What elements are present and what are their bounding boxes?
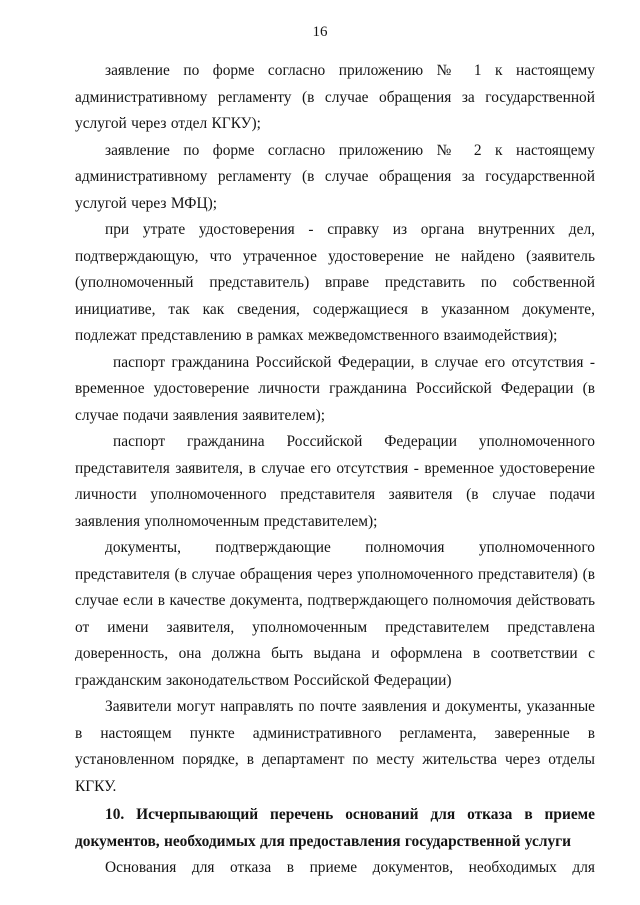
paragraph-authority-documents: документы, подтверждающие полномочия уполномоченного представителя (в случае обращения через уполномоченного представителя) (в случае если в качестве документа, подтверждающего полномочия действовать от имени заявителя, уполномоченным представителем представлена доверенность, она должна быть выдана и оформлена в соответствии с гражданским законодательством Российской Федерации) xyxy=(75,539,595,689)
paragraph-representative-passport: паспорт гражданина Российской Федерации уполномоченного представителя заявителя, в случае его отсутствия - временное удостоверение личности уполномоченного представителя заявителя (в случае подачи заявления уполномоченным представителем); xyxy=(75,433,595,530)
paragraph-application-form-1: заявление по форме согласно приложению № 1 к настоящему административному регламенту (в случае обращения за государственной услугой через отдел КГКУ); xyxy=(75,62,595,132)
paragraph-refusal-grounds: Основания для отказа в приеме документов, необходимых для xyxy=(105,859,595,876)
section-heading: 10. Исчерпывающий перечень оснований для отказа в приеме документов, необходимых для предоставления государственной услуги xyxy=(75,806,595,850)
paragraph-lost-certificate: при утрате удостоверения - справку из органа внутренних дел, подтверждающую, что утраченное удостоверение не найдено (заявитель (уполномоченный представитель) вправе представить по собственной инициативе, так как сведения, содержащиеся в указанном документе, подлежат представлению в рамках межведомственного взаимодействия); xyxy=(75,221,595,344)
paragraph-applicant-passport: паспорт гражданина Российской Федерации, в случае его отсутствия - временное удостоверение личности гражданина Российской Федерации (в случае подачи заявления заявителем); xyxy=(75,353,595,424)
paragraph-application-form-2: заявление по форме согласно приложению № 2 к настоящему административному регламенту (в случае обращения за государственной услугой через МФЦ); xyxy=(75,141,595,212)
page-number: 16 xyxy=(312,24,328,40)
paragraph-mail-submission: Заявители могут направлять по почте заявления и документы, указанные в настоящем пункте административного регламента, заверенные в установленном порядке, в департамент по месту жительства через отделы КГКУ. xyxy=(75,698,595,795)
document-body xyxy=(75,58,595,882)
